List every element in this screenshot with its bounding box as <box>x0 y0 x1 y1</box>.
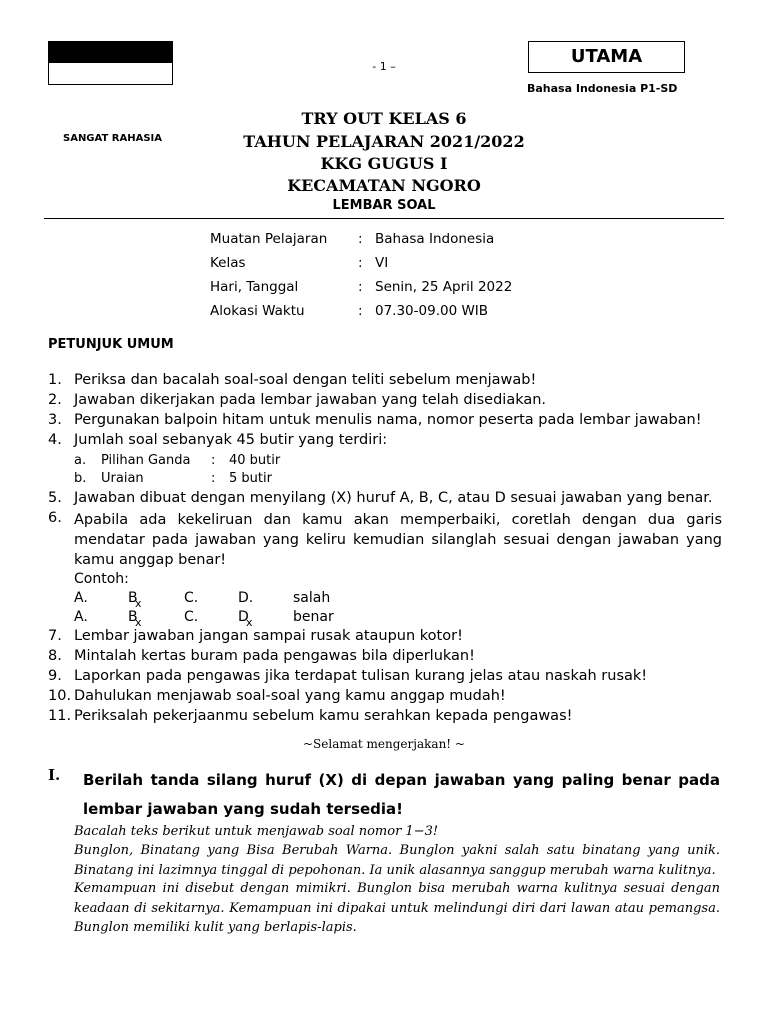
example-option: D. <box>238 590 254 606</box>
passage-paragraph: Bunglon, Binatang yang Bisa Berubah Warna. Bunglon yakni salah satu binatang yang unik. Binatang ini lazimnya tinggal di pepohonan. Ia unik alasannya sanggup merubah warna kulitnya. <box>74 843 720 878</box>
example-option: C. <box>184 609 199 625</box>
example-option: A. <box>74 609 88 625</box>
example-option <box>238 609 253 629</box>
example-option-letter: D <box>238 609 249 625</box>
title-line-3: KKG GUGUS I <box>320 154 448 173</box>
rule-number: 4. <box>48 432 62 448</box>
info-colon: : <box>358 279 363 295</box>
rule-text: Laporkan pada pengawas jika terdapat tulisan kurang jelas atau naskah rusak! <box>74 668 648 684</box>
rule-number: 1. <box>48 372 62 388</box>
rule-number: 8. <box>48 648 62 664</box>
rule-text: Jawaban dibuat dengan menyilang (X) huruf A, B, C, atau D sesuai jawaban yang benar. <box>74 490 713 506</box>
sub-item-letter: a. <box>74 453 87 468</box>
classification-label: SANGAT RAHASIA <box>63 133 162 144</box>
rule-number: 5. <box>48 490 62 506</box>
info-value: VI <box>375 255 389 271</box>
rule-number: 6. <box>48 510 62 526</box>
info-label: Muatan Pelajaran <box>210 231 328 247</box>
closing-message: ~Selamat mengerjakan! ~ <box>303 737 465 751</box>
rule-text: Periksalah pekerjaanmu sebelum kamu serahkan kepada pengawas! <box>74 708 573 724</box>
example-option <box>128 609 142 629</box>
cross-mark: x <box>135 597 142 610</box>
sub-item-value: 40 butir <box>229 453 281 468</box>
example-result: benar <box>293 609 334 625</box>
section-instruction: Berilah tanda silang huruf (X) di depan jawaban yang paling benar pada lembar jawaban yang sudah tersedia! <box>83 771 720 818</box>
title-line-1: TRY OUT KELAS 6 <box>301 109 467 128</box>
passage-paragraph: Kemampuan ini disebut dengan mimikri. Bunglon bisa merubah warna kulitnya sesuai dengan keadaan di sekitarnya. Kemampuan ini dipakai untuk melindungi diri dari lawan atau pemangsa. Bunglon memiliki kulit yang berlapis-lapis. <box>74 881 720 935</box>
info-label: Alokasi Waktu <box>210 303 305 319</box>
divider <box>44 218 724 219</box>
instructions-heading: PETUNJUK UMUM <box>48 337 174 352</box>
cross-mark: x <box>246 616 253 629</box>
info-label: Hari, Tanggal <box>210 279 299 295</box>
info-value: Senin, 25 April 2022 <box>375 279 513 295</box>
title-line-4: KECAMATAN NGORO <box>287 176 481 195</box>
info-value: 07.30-09.00 WIB <box>375 303 489 319</box>
rule-number: 2. <box>48 392 62 408</box>
sub-item-label: Pilihan Ganda <box>101 453 191 468</box>
sheet-title: LEMBAR SOAL <box>332 198 436 213</box>
info-label: Kelas <box>210 255 246 271</box>
rule-text: Periksa dan bacalah soal-soal dengan teliti sebelum menjawab! <box>74 372 537 388</box>
rule-text: Lembar jawaban jangan sampai rusak ataupun kotor! <box>74 628 463 644</box>
rule-number: 3. <box>48 412 62 428</box>
rule-text: Mintalah kertas buram pada pengawas bila diperlukan! <box>74 648 475 664</box>
category-box: UTAMA <box>528 41 685 73</box>
example-option-letter: B <box>128 609 138 625</box>
example-option <box>128 590 142 610</box>
section-number: I. <box>48 766 61 784</box>
info-value: Bahasa Indonesia <box>375 231 495 247</box>
rule-number: 10. <box>48 688 72 704</box>
rule-number: 11. <box>48 708 72 724</box>
example-option-letter: B <box>128 590 138 606</box>
info-colon: : <box>358 255 363 271</box>
page-number: - 1 – <box>372 60 396 73</box>
title-line-2: TAHUN PELAJARAN 2021/2022 <box>243 132 525 151</box>
cross-mark: x <box>135 616 142 629</box>
sub-item-label: Uraian <box>101 471 144 486</box>
example-label: Contoh: <box>74 571 129 587</box>
rule-text: Dahulukan menjawab soal-soal yang kamu anggap mudah! <box>74 688 506 704</box>
sub-item-colon: : <box>211 471 216 486</box>
rule-text: Jawaban dikerjakan pada lembar jawaban yang telah disediakan. <box>74 392 547 408</box>
rule-text: Apabila ada kekeliruan dan kamu akan memperbaiki, coretlah dengan dua garis mendatar pada jawaban yang keliru kemudian silanglah sesuai dengan jawaban yang kamu anggap benar! <box>74 512 722 568</box>
rule-number: 9. <box>48 668 62 684</box>
example-result: salah <box>293 590 331 606</box>
sub-item-value: 5 butir <box>229 471 272 486</box>
example-option: A. <box>74 590 88 606</box>
example-option: C. <box>184 590 199 606</box>
rule-text: Jumlah soal sebanyak 45 butir yang terdiri: <box>74 432 388 448</box>
sub-item-letter: b. <box>74 471 87 486</box>
info-colon: : <box>358 231 363 247</box>
rule-text: Pergunakan balpoin hitam untuk menulis nama, nomor peserta pada lembar jawaban! <box>74 412 702 428</box>
subject-code: Bahasa Indonesia P1-SD <box>527 82 678 95</box>
passage-instruction: Bacalah teks berikut untuk menjawab soal nomor 1−3! <box>74 824 439 839</box>
sub-item-colon: : <box>211 453 216 468</box>
rule-number: 7. <box>48 628 62 644</box>
info-colon: : <box>358 303 363 319</box>
